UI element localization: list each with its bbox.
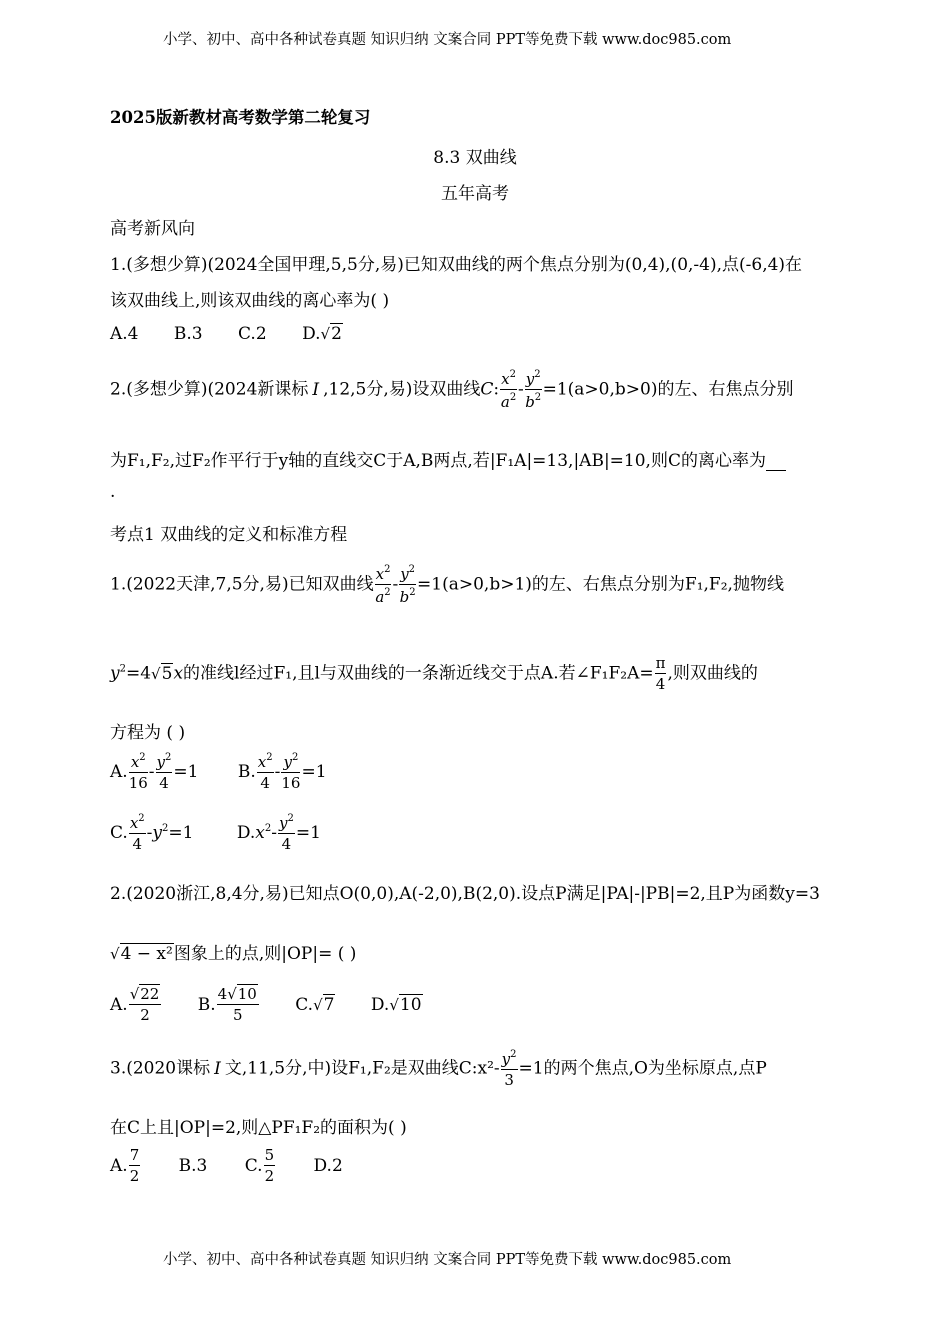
fraction-pi-4: $\frac{\pi}{4}$ [655, 654, 666, 693]
fraction-y2-b2: $\frac{y^2}{b^2}$ [525, 369, 542, 411]
page-header: 小学、初中、高中各种试卷真题 知识归纳 文案合同 PPT等免费下载 www.doc985.com [163, 32, 732, 48]
topic-heading: 考点1 双曲线的定义和标准方程 [110, 525, 348, 545]
k3-options [110, 1148, 343, 1184]
question-1-line-1: 1.(多想少算)(2024全国甲理,5,5分,易)已知双曲线的两个焦点分别为(0,4),(0,-4),点(-6,4)在 [110, 255, 803, 275]
option-b: B.3 [178, 1155, 208, 1176]
sqrt-5: √5 [151, 663, 173, 684]
question-2-line-3: . [110, 482, 116, 502]
fraction-y2-b2: $\frac{y^2}{b^2}$ [399, 564, 416, 606]
option-d: D.2 [313, 1155, 343, 1176]
k2-options [110, 987, 423, 1023]
option-d: D.√2 [302, 324, 342, 344]
page-footer: 小学、初中、高中各种试卷真题 知识归纳 文案合同 PPT等免费下载 www.doc985.com [163, 1252, 732, 1268]
option-b: B.3 [173, 324, 203, 344]
sqrt-4-minus-x2: √4 − x² [110, 944, 173, 964]
option-a: A. $\frac{x^2}{16}$ - $\frac{y^2}{4}$ =1 [110, 752, 199, 792]
option-a: A.4 [110, 324, 139, 344]
k3-line-1: 3.(2020课标 Ⅰ 文,11,5分,中)设F₁,F₂是双曲线C:x²- $\frac{y^2}{3}$ =1的两个焦点,O为坐标原点,点P [110, 1049, 767, 1089]
answer-blank[interactable] [766, 456, 786, 471]
fraction-x2-a2: $\frac{x^2}{a^2}$ [500, 369, 517, 411]
section-title: 8.3 双曲线 [433, 148, 517, 168]
k1-line-2: $y^2=4√5x$的准线l经过F₁,且l与双曲线的一条渐近线交于点A.若∠F₁F₂A= $\frac{\pi}{4}$ ,则双曲线的 [110, 654, 758, 693]
subsection-title: 五年高考 [441, 184, 509, 204]
sqrt-expression: √2 [320, 324, 342, 344]
option-a: A. $\frac{√22}{2}$ [110, 985, 160, 1024]
option-c: C.√7 [295, 994, 335, 1015]
k1-options-ab [110, 753, 327, 791]
option-c: C. $\frac{x^2}{4}$ $-y^2=1$ [110, 813, 194, 853]
option-a: A. $\frac{7}{2}$ [110, 1146, 140, 1185]
option-d: $D.x^2-$ $\frac{y^2}{4}$ =1 [236, 813, 321, 853]
fraction-x2-a2: $\frac{x^2}{a^2}$ [375, 564, 391, 606]
question-2-line-2: 为F₁,F₂,过F₂作平行于y轴的直线交C于A,B两点,若|F₁A|=13,|AB|=10,则C的离心率为 [110, 446, 786, 471]
option-c: C.2 [238, 324, 267, 344]
option-b: B. $\frac{x^2}{4}$ - $\frac{y^2}{16}$ =1 [237, 752, 327, 792]
option-c: C. $\frac{5}{2}$ [244, 1146, 275, 1185]
k2-line-1: 2.(2020浙江,8,4分,易)已知点O(0,0),A(-2,0),B(2,0).设点P满足|PA|-|PB|=2,且P为函数y=3 [110, 884, 820, 904]
fraction-y2-3: $\frac{y^2}{3}$ [501, 1049, 517, 1089]
k1-line-1: 1.(2022天津,7,5分,易)已知双曲线 $\frac{x^2}{a^2}$ - $\frac{y^2}{b^2}$ =1(a>0,b>1)的左、右焦点分别为F₁,F₂,抛物线 [110, 564, 784, 606]
k1-options-cd [110, 814, 321, 852]
option-d: D.√10 [370, 994, 422, 1015]
option-b: B. $\frac{4√10}{5}$ [197, 985, 257, 1024]
k3-line-2: 在C上且|OP|=2,则△PF₁F₂的面积为( ) [110, 1118, 407, 1138]
k1-line-3: 方程为 ( ) [110, 723, 186, 743]
question-1-options [110, 324, 343, 344]
k2-line-2: √4 − x²图象上的点,则|OP|= ( ) [110, 944, 357, 964]
question-2-line-1: 2.(多想少算)(2024新课标 Ⅰ ,12,5分,易)设双曲线C: $\frac{x^2}{a^2}$ - $\frac{y^2}{b^2}$ =1(a>0,b>0)的左、右焦点分别 [110, 369, 794, 411]
document-title: 2025版新教材高考数学第二轮复习 [110, 108, 371, 127]
category-heading: 高考新风向 [110, 219, 195, 239]
question-1-line-2: 该双曲线上,则该双曲线的离心率为( ) [110, 291, 390, 311]
